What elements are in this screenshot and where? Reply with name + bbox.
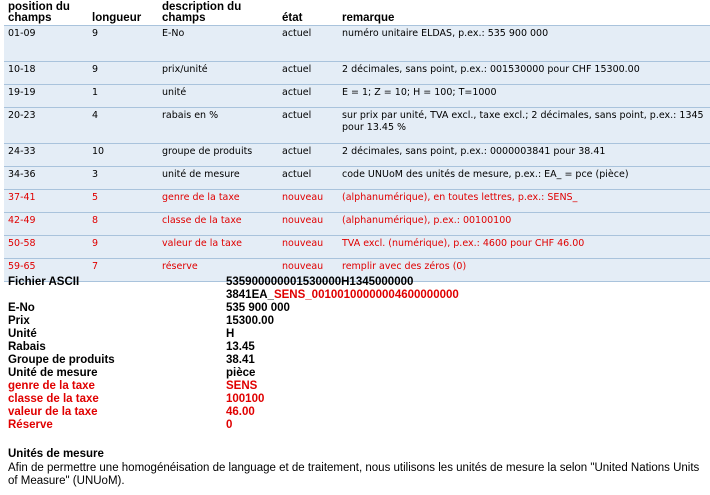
field-row-new bbox=[8, 419, 708, 432]
cell-position: 24-33 bbox=[4, 144, 88, 167]
header-remark: remarque bbox=[338, 0, 710, 26]
table-row-new bbox=[4, 213, 710, 236]
cell-description: E-No bbox=[158, 26, 278, 62]
cell-length: 5 bbox=[88, 190, 158, 213]
field-label: valeur de la taxe bbox=[8, 406, 98, 418]
table-row bbox=[4, 26, 710, 62]
field-spec-table-wrap bbox=[4, 0, 710, 282]
field-row bbox=[8, 328, 708, 341]
cell-description: rabais en % bbox=[158, 108, 278, 144]
field-value: 13.45 bbox=[226, 341, 255, 353]
field-value: 38.41 bbox=[226, 354, 255, 366]
units-section bbox=[8, 448, 708, 488]
cell-position: 10-18 bbox=[4, 62, 88, 85]
ascii-line2-red: SENS_00100100000004600000000 bbox=[273, 289, 459, 301]
cell-description: classe de la taxe bbox=[158, 213, 278, 236]
cell-description: réserve bbox=[158, 259, 278, 282]
ascii-line2-black: 3841EA_ bbox=[226, 289, 274, 301]
cell-length: 9 bbox=[88, 62, 158, 85]
table-row bbox=[4, 144, 710, 167]
cell-position: 50-58 bbox=[4, 236, 88, 259]
cell-length: 1 bbox=[88, 85, 158, 108]
field-spec-table bbox=[4, 0, 710, 282]
field-row-new bbox=[8, 406, 708, 419]
table-header-row bbox=[4, 0, 710, 26]
cell-state: nouveau bbox=[278, 190, 338, 213]
cell-description: valeur de la taxe bbox=[158, 236, 278, 259]
cell-remark: numéro unitaire ELDAS, p.ex.: 535 900 000 bbox=[338, 26, 710, 62]
cell-position: 20-23 bbox=[4, 108, 88, 144]
field-label: Groupe de produits bbox=[8, 354, 115, 366]
field-label: Réserve bbox=[8, 419, 53, 431]
cell-length: 3 bbox=[88, 167, 158, 190]
table-row-new bbox=[4, 190, 710, 213]
field-row-new bbox=[8, 380, 708, 393]
field-value: SENS bbox=[226, 380, 258, 392]
field-value: 535 900 000 bbox=[226, 302, 290, 314]
cell-description: unité bbox=[158, 85, 278, 108]
cell-position: 42-49 bbox=[4, 213, 88, 236]
field-label: genre de la taxe bbox=[8, 380, 95, 392]
units-title: Unités de mesure bbox=[8, 448, 104, 460]
field-value: pièce bbox=[226, 367, 256, 379]
header-length: longueur bbox=[88, 0, 158, 26]
field-row bbox=[8, 354, 708, 367]
ascii-example bbox=[8, 276, 708, 432]
ascii-label: Fichier ASCII bbox=[8, 276, 80, 288]
header-description: description du champs bbox=[158, 0, 278, 26]
ascii-line-2 bbox=[8, 289, 708, 302]
field-label: Unité de mesure bbox=[8, 367, 98, 379]
field-label: Rabais bbox=[8, 341, 46, 353]
field-value: 46.00 bbox=[226, 406, 255, 418]
table-row bbox=[4, 62, 710, 85]
cell-state: actuel bbox=[278, 108, 338, 144]
cell-position: 34-36 bbox=[4, 167, 88, 190]
field-row-new bbox=[8, 393, 708, 406]
cell-remark: 2 décimales, sans point, p.ex.: 0000003841 pour 38.41 bbox=[338, 144, 710, 167]
table-row bbox=[4, 108, 710, 144]
header-state: état bbox=[278, 0, 338, 26]
cell-state: actuel bbox=[278, 85, 338, 108]
cell-state: nouveau bbox=[278, 213, 338, 236]
cell-position: 19-19 bbox=[4, 85, 88, 108]
cell-state: actuel bbox=[278, 167, 338, 190]
field-label: E-No bbox=[8, 302, 35, 314]
cell-remark: sur prix par unité, TVA excl., taxe excl.; 2 décimales, sans point, p.ex.: 1345 pour 13.45 % bbox=[338, 108, 710, 144]
cell-state: actuel bbox=[278, 144, 338, 167]
field-row bbox=[8, 315, 708, 328]
ascii-line2-value bbox=[226, 289, 459, 302]
cell-state: nouveau bbox=[278, 259, 338, 282]
field-row bbox=[8, 302, 708, 315]
cell-description: genre de la taxe bbox=[158, 190, 278, 213]
cell-description: groupe de produits bbox=[158, 144, 278, 167]
cell-remark: E = 1; Z = 10; H = 100; T=1000 bbox=[338, 85, 710, 108]
table-row-new bbox=[4, 236, 710, 259]
units-text: Afin de permettre une homogénéisation de language et de traitement, nous utilisons les unités de mesure la selon "United Nations Units of Measure" (UNUoM). bbox=[8, 462, 700, 487]
field-row bbox=[8, 367, 708, 380]
field-value: 0 bbox=[226, 419, 233, 431]
ascii-line1-value: 535900000001530000H1345000000 bbox=[226, 276, 414, 288]
header-position: position du champs bbox=[4, 0, 88, 26]
cell-remark: TVA excl. (numérique), p.ex.: 4600 pour CHF 46.00 bbox=[338, 236, 710, 259]
cell-state: nouveau bbox=[278, 236, 338, 259]
cell-remark: (alphanumérique), p.ex.: 00100100 bbox=[338, 213, 710, 236]
cell-position: 59-65 bbox=[4, 259, 88, 282]
cell-length: 9 bbox=[88, 26, 158, 62]
cell-state: actuel bbox=[278, 62, 338, 85]
field-value: 100100 bbox=[226, 393, 265, 405]
cell-length: 10 bbox=[88, 144, 158, 167]
cell-remark: (alphanumérique), en toutes lettres, p.ex.: SENS_ bbox=[338, 190, 710, 213]
cell-length: 8 bbox=[88, 213, 158, 236]
cell-description: unité de mesure bbox=[158, 167, 278, 190]
field-row bbox=[8, 341, 708, 354]
cell-length: 4 bbox=[88, 108, 158, 144]
table-row bbox=[4, 85, 710, 108]
table-row bbox=[4, 167, 710, 190]
cell-remark: code UNUoM des unités de mesure, p.ex.: EA_ = pce (pièce) bbox=[338, 167, 710, 190]
cell-remark: 2 décimales, sans point, p.ex.: 001530000 pour CHF 15300.00 bbox=[338, 62, 710, 85]
field-value: H bbox=[226, 328, 235, 340]
cell-description: prix/unité bbox=[158, 62, 278, 85]
field-label: Unité bbox=[8, 328, 37, 340]
cell-position: 37-41 bbox=[4, 190, 88, 213]
cell-position: 01-09 bbox=[4, 26, 88, 62]
field-value: 15300.00 bbox=[226, 315, 274, 327]
cell-length: 9 bbox=[88, 236, 158, 259]
cell-state: actuel bbox=[278, 26, 338, 62]
cell-length: 7 bbox=[88, 259, 158, 282]
field-label: classe de la taxe bbox=[8, 393, 99, 405]
cell-remark: remplir avec des zéros (0) bbox=[338, 259, 710, 282]
field-label: Prix bbox=[8, 315, 30, 327]
ascii-line-1 bbox=[8, 276, 708, 289]
